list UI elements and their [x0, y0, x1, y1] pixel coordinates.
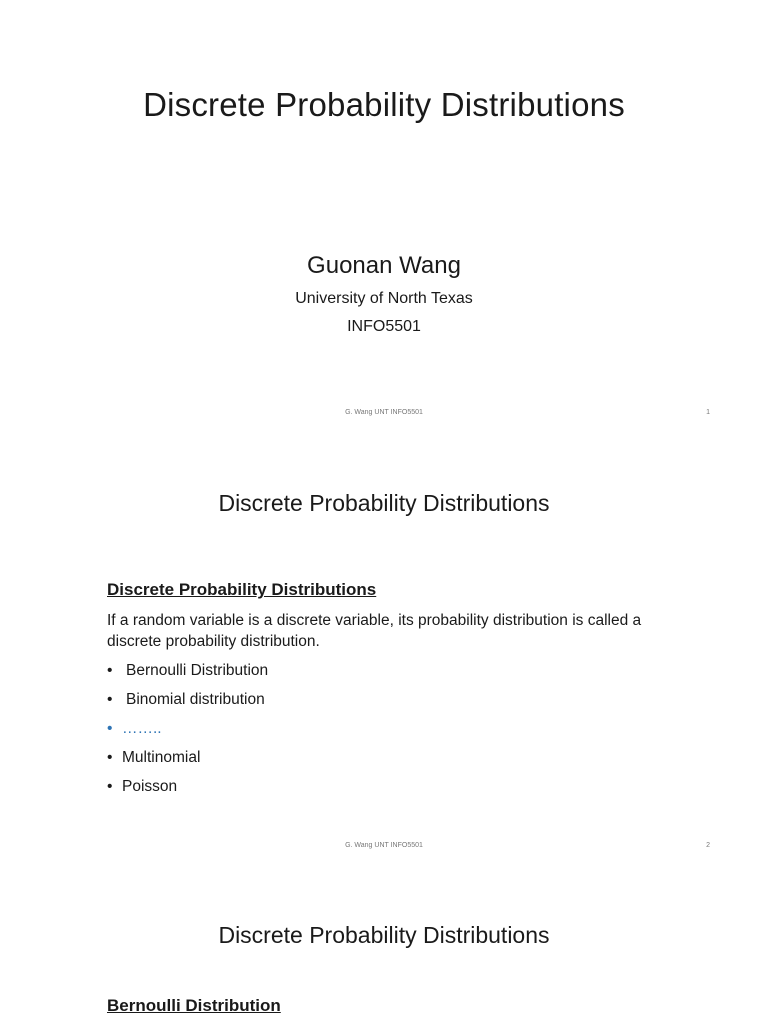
list-item — [107, 776, 268, 805]
footer-text: G. Wang UNT INFO5501 — [345, 409, 423, 416]
list-item — [107, 660, 268, 689]
list-item — [107, 689, 268, 718]
author-university: University of North Texas — [295, 290, 473, 307]
slide-3-title: Discrete Probability Distributions — [218, 922, 550, 948]
bullet-icon: • — [107, 720, 113, 737]
body-paragraph: If a random variable is a discrete variable, its probability distribution is called a discrete probability distribution. — [107, 612, 642, 650]
footer-text: G. Wang UNT INFO5501 — [345, 842, 423, 849]
list-item — [107, 747, 268, 776]
author-name: Guonan Wang — [307, 252, 461, 279]
course-code: INFO5501 — [347, 318, 421, 335]
bullet-icon: • — [107, 749, 113, 766]
list-item — [107, 718, 268, 747]
slide-2-title: Discrete Probability Distributions — [218, 490, 550, 516]
section-heading: Bernoulli Distribution — [107, 996, 281, 1015]
list-item-text: …….. — [122, 720, 162, 737]
bullet-list — [107, 660, 268, 805]
list-item-text: Binomial distribution — [126, 691, 265, 708]
bullet-icon: • — [107, 778, 113, 795]
slide-1 — [0, 0, 768, 432]
page-number: 2 — [706, 842, 710, 849]
slide-3 — [0, 864, 768, 1024]
slide-1-title: Discrete Probability Distributions — [143, 86, 625, 123]
bullet-icon: • — [107, 662, 113, 679]
section-heading: Discrete Probability Distributions — [107, 580, 377, 599]
list-item-text: Poisson — [122, 778, 178, 795]
bullet-icon: • — [107, 691, 113, 708]
slide-2 — [0, 432, 768, 864]
list-item-text: Multinomial — [122, 749, 201, 766]
page-number: 1 — [706, 409, 710, 416]
list-item-text: Bernoulli Distribution — [126, 662, 269, 679]
